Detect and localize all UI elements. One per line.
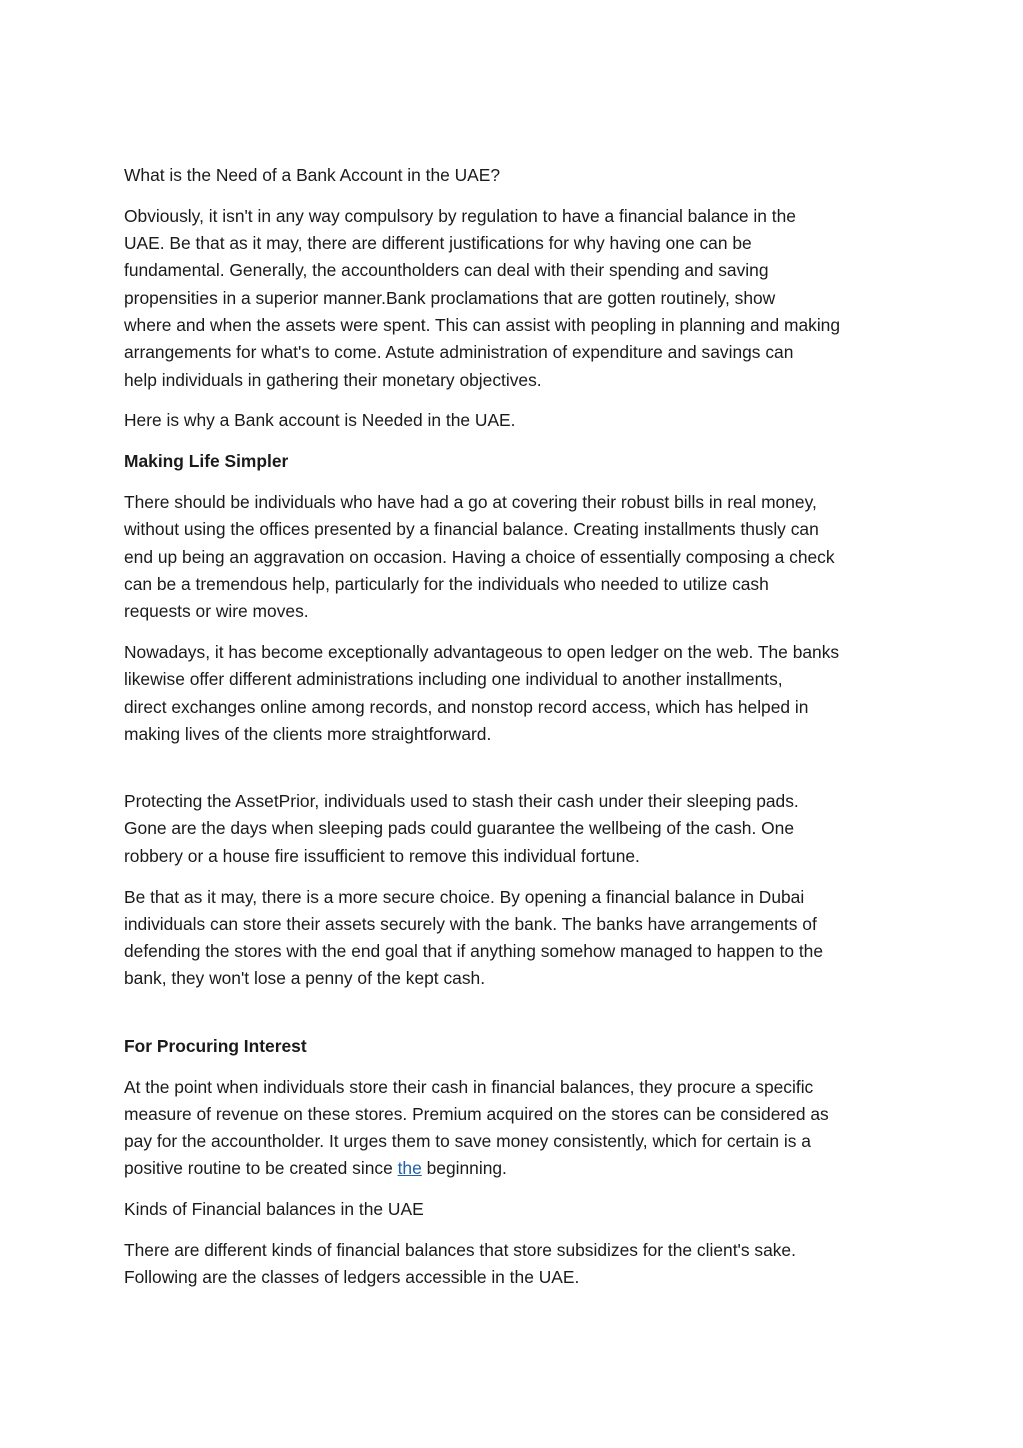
document-page: [124, 162, 914, 1305]
question-title: What is the Need of a Bank Account in the UAE?: [124, 165, 501, 185]
paragraph-secure-choice: Be that as it may, there is a more secure choice. By opening a financial balance in Dubai individuals can store their assets securely with the bank. The banks have arrangements of defending the stores with the end goal that if anything somehow managed to happen to the bank, they won't lose a penny of the kept cash.: [124, 886, 824, 989]
why-needed-line: Here is why a Bank account is Needed in the UAE.: [124, 410, 516, 431]
paragraph-protecting-assets: Protecting the AssetPrior, individuals used to stash their cash under their sleeping pads. Gone are the days when sleeping pads could guarantee the wellbeing of the cash. One robbery or a house fire issufficient to remove this individual fortune.: [124, 791, 799, 866]
intro-paragraph: Obviously, it isn't in any way compulsory by regulation to have a financial balance in the UAE. Be that as it may, there are different justifications for why having one can be fundamental. Generally, the accountholders can deal with their spending and saving propensities in a superior manner.Bank proclamations that are gotten routinely, show where and when the assets were spent. This can assist with peopling in planning and making arrangements for what's to come. Astute administration of expenditure and savings can help individuals in gathering their monetary objectives.: [124, 205, 841, 390]
the-link[interactable]: the: [397, 1158, 422, 1179]
paragraph-online-ledger: Nowadays, it has become exceptionally advantageous to open ledger on the web. The banks likewise offer different administrations including one individual to another installments, direct exchanges online among records, and nonstop record access, which has helped in making lives of the clients more straightforward.: [124, 641, 840, 744]
heading-procuring-interest: For Procuring Interest: [124, 1035, 307, 1056]
paragraph-kinds: There are different kinds of financial balances that store subsidizes for the client's sake. Following are the classes of ledgers accessible in the UAE.: [124, 1240, 796, 1288]
interest-text-start: At the point when individuals store their cash in financial balances, they procure a specific measure of revenue on these stores. Premium acquired on the stores can be considered as pay for the accountholder. It urges them to save money consistently, which for certain is a positive routine to be created since: [124, 1076, 829, 1179]
paragraph-bills: There should be individuals who have had a go at covering their robust bills in real money, without using the offices presented by a financial balance. Creating installments thusly can end up being an aggravation on occasion. Having a choice of essentially composing a check can be a tremendous help, particularly for the individuals who needed to utilize cash requests or wire moves.: [124, 491, 835, 622]
heading-making-life-simpler: Making Life Simpler: [124, 451, 289, 472]
paragraph-interest: [124, 1074, 914, 1183]
interest-text-end: beginning.: [421, 1158, 507, 1179]
kinds-title: Kinds of Financial balances in the UAE: [124, 1199, 424, 1220]
